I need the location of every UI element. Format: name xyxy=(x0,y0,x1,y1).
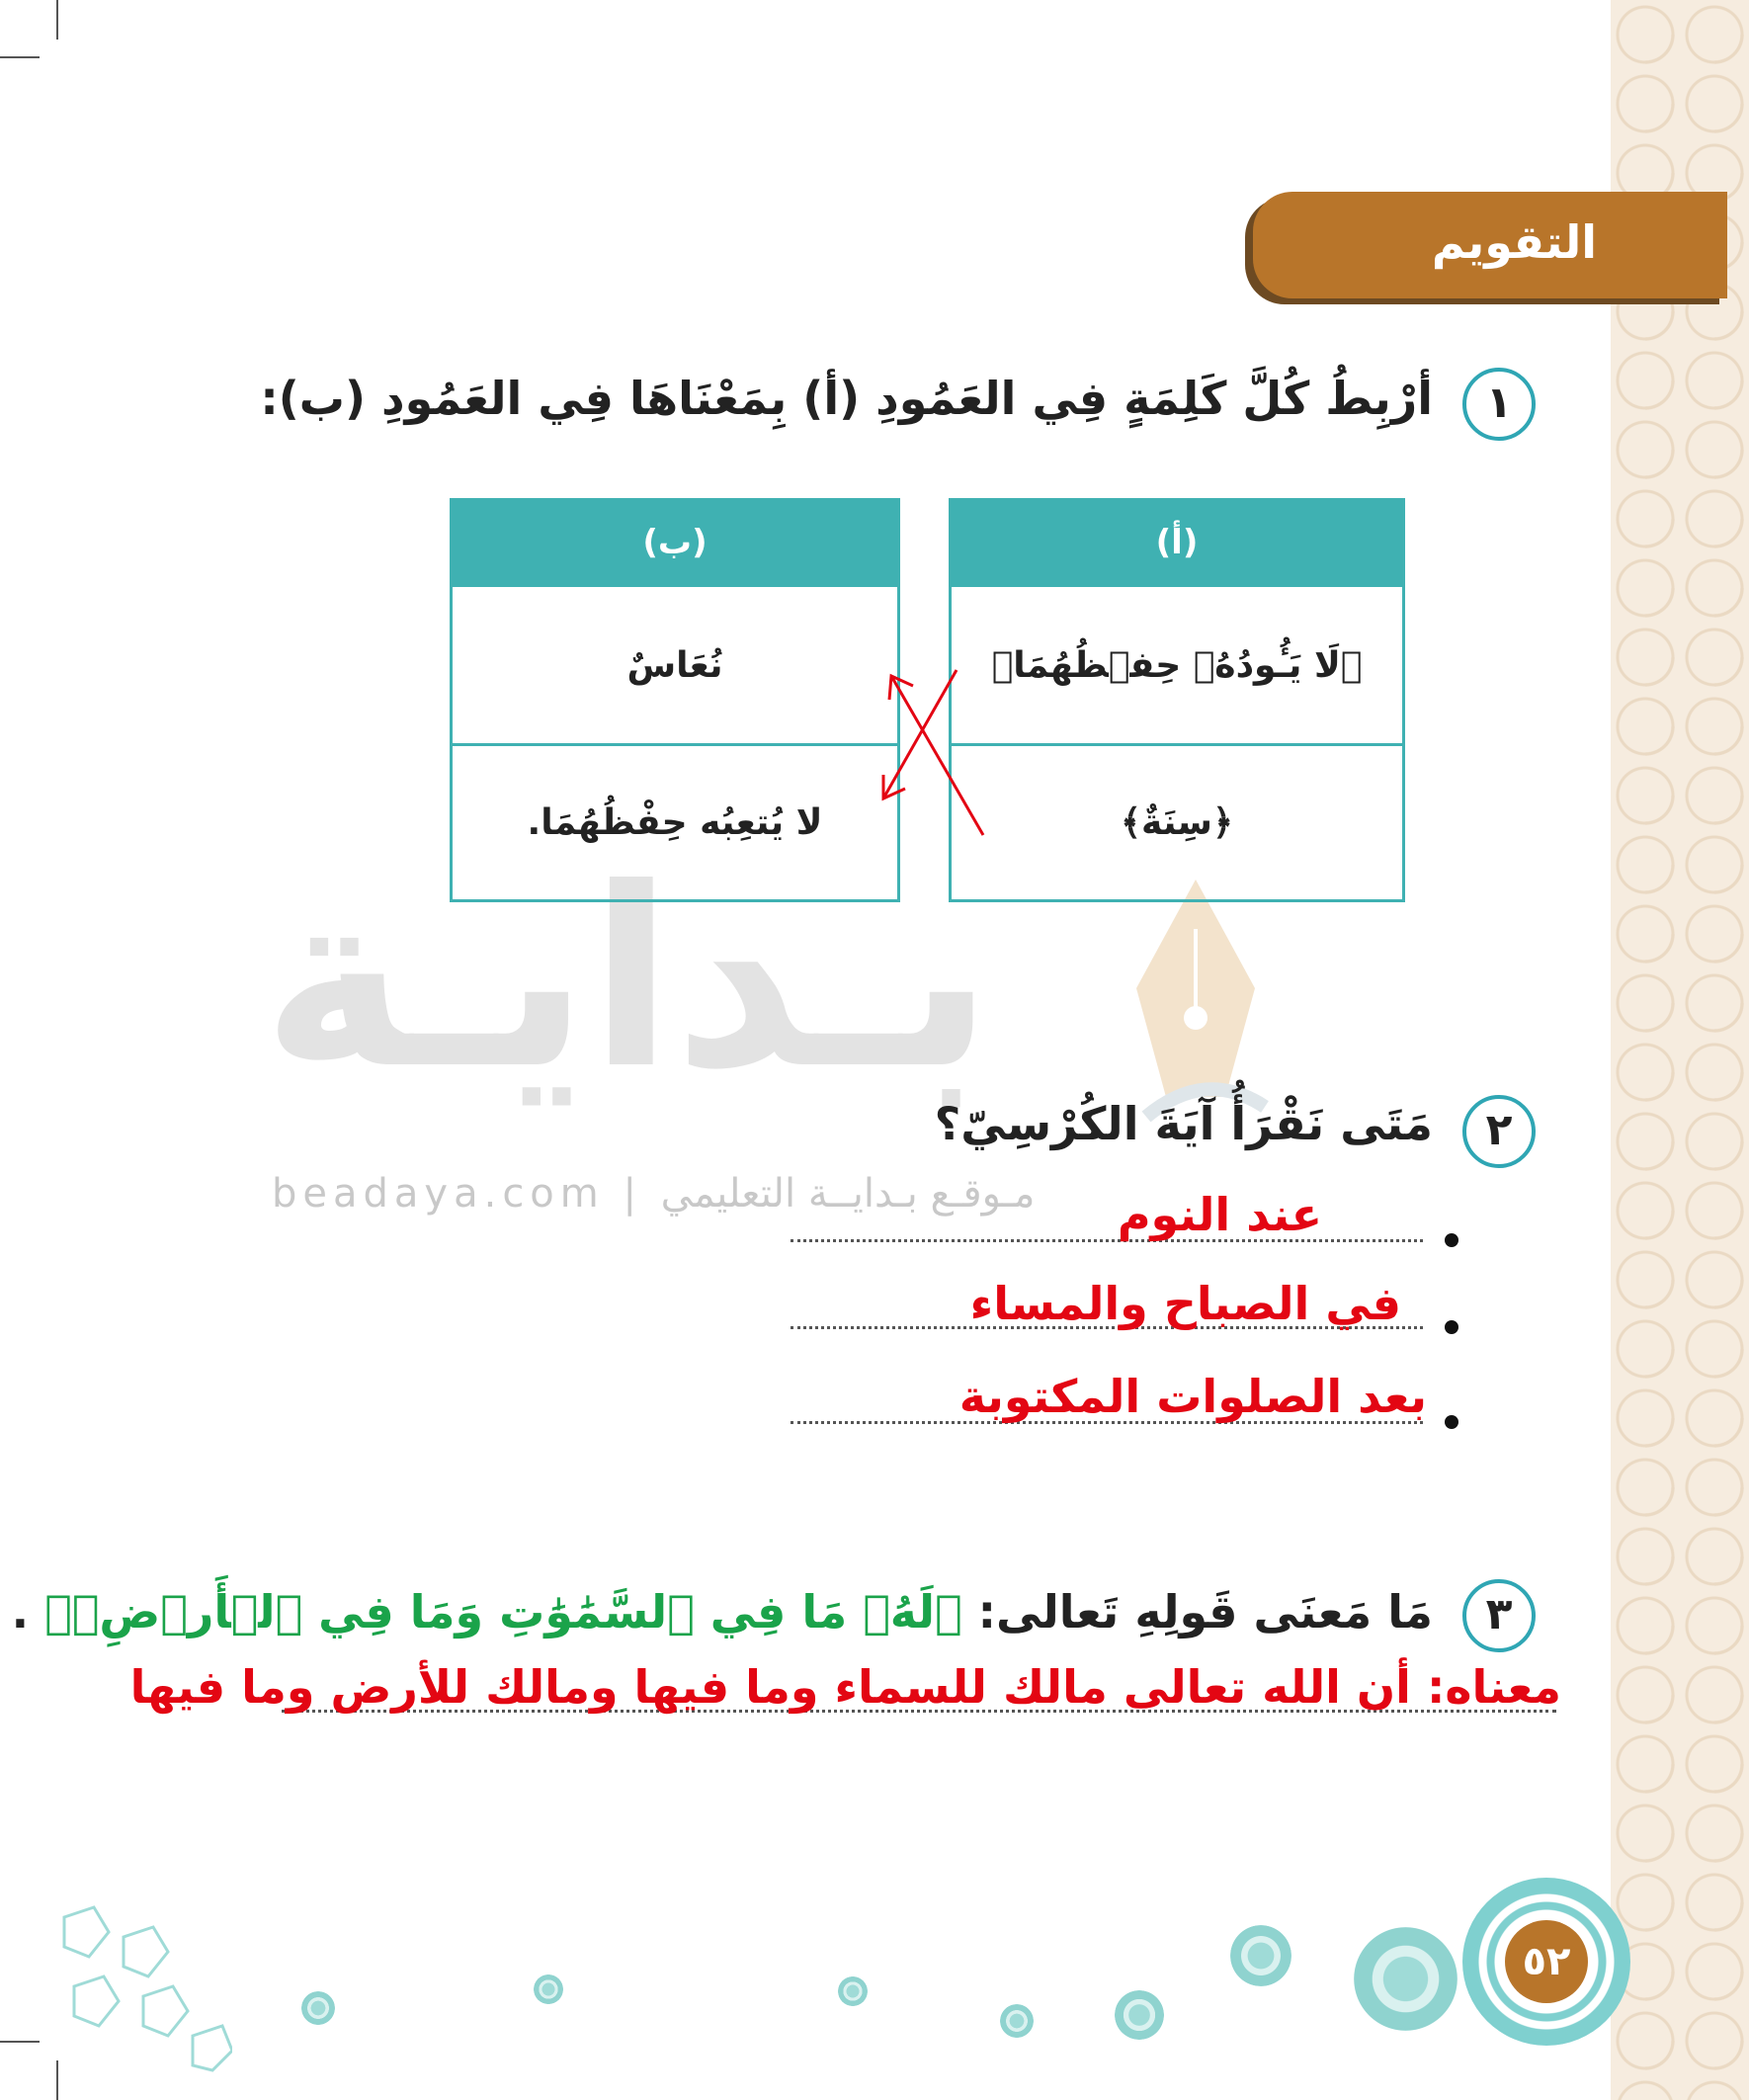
matching-answer-arrows xyxy=(870,652,998,850)
section-title: التقويم xyxy=(1431,215,1597,269)
question-3-verse: ﴿لَهُۥ مَا فِي ٱلسَّمَٰوَٰتِ وَمَا فِي ٱلۡأَرۡضِۗ﴾ xyxy=(44,1585,962,1638)
answer-bullet xyxy=(1445,1233,1458,1247)
geometric-pattern-decoration xyxy=(54,1897,232,2075)
watermark-subtitle: beadaya.com | مـوقـع بـدايــة التعليمي xyxy=(272,1171,1036,1217)
crop-mark xyxy=(56,0,58,40)
answer-line xyxy=(791,1239,1423,1242)
column-b-item: لا يُتعِبُه حِفْظُهُمَا. xyxy=(452,745,899,901)
crop-mark xyxy=(0,56,40,58)
rosette-decoration xyxy=(301,1991,335,2025)
rosette-decoration xyxy=(1230,1925,1291,1986)
q3-answer: معناه: أن الله تعالى مالك للسماء وما فيها ومالك للأرض وما فيها xyxy=(129,1660,1561,1714)
column-b-item: نُعَاسٌ xyxy=(452,586,899,745)
question-number-2: ٢ xyxy=(1462,1095,1536,1168)
watermark-logo-text: بـدايـة xyxy=(262,835,994,1123)
matching-table-b xyxy=(450,498,900,902)
question-3-prefix: مَا مَعنَى قَولِهِ تَعالى: xyxy=(977,1585,1433,1638)
question-number-1: ١ xyxy=(1462,368,1536,441)
answer-bullet xyxy=(1445,1415,1458,1429)
crop-mark xyxy=(0,2041,40,2043)
section-title-tab xyxy=(1253,192,1727,298)
matching-table-a xyxy=(949,498,1405,902)
rosette-decoration xyxy=(838,1976,868,2006)
column-a-header: (أ) xyxy=(951,500,1404,586)
question-number-3: ٣ xyxy=(1462,1579,1536,1652)
rosette-decoration xyxy=(1000,2004,1034,2038)
question-2-text: مَتَى نَقْرَأُ آيَةَ الكُرْسِيّ؟ xyxy=(934,1097,1433,1150)
question-3-suffix: . xyxy=(11,1585,30,1638)
question-1-text: أرْبِطُ كُلَّ كَلِمَةٍ فِي العَمُودِ (أ) بِمَعْنَاهَا فِي العَمُودِ (ب): xyxy=(260,372,1433,425)
column-a-item: ﴿سِنَةٌ﴾ xyxy=(951,745,1404,901)
question-3-text xyxy=(12,1585,1433,1638)
rosette-decoration xyxy=(1354,1927,1458,2031)
q2-answer-2: في الصباح والمساء xyxy=(969,1277,1401,1330)
rosette-decoration xyxy=(1115,1990,1164,2040)
rosette-decoration xyxy=(534,1974,563,2004)
answer-bullet xyxy=(1445,1320,1458,1334)
page-number: ٥٢ xyxy=(1505,1920,1588,2003)
column-a-item: ﴿لَا يَـُٔودُهُۥ حِفۡظُهُمَا﴾ xyxy=(951,586,1404,745)
q2-answer-3: بعد الصلوات المكتوبة xyxy=(958,1370,1427,1423)
q2-answer-1: عند النوم xyxy=(1117,1188,1322,1241)
column-b-header: (ب) xyxy=(452,500,899,586)
decorative-side-strip xyxy=(1611,0,1749,2100)
